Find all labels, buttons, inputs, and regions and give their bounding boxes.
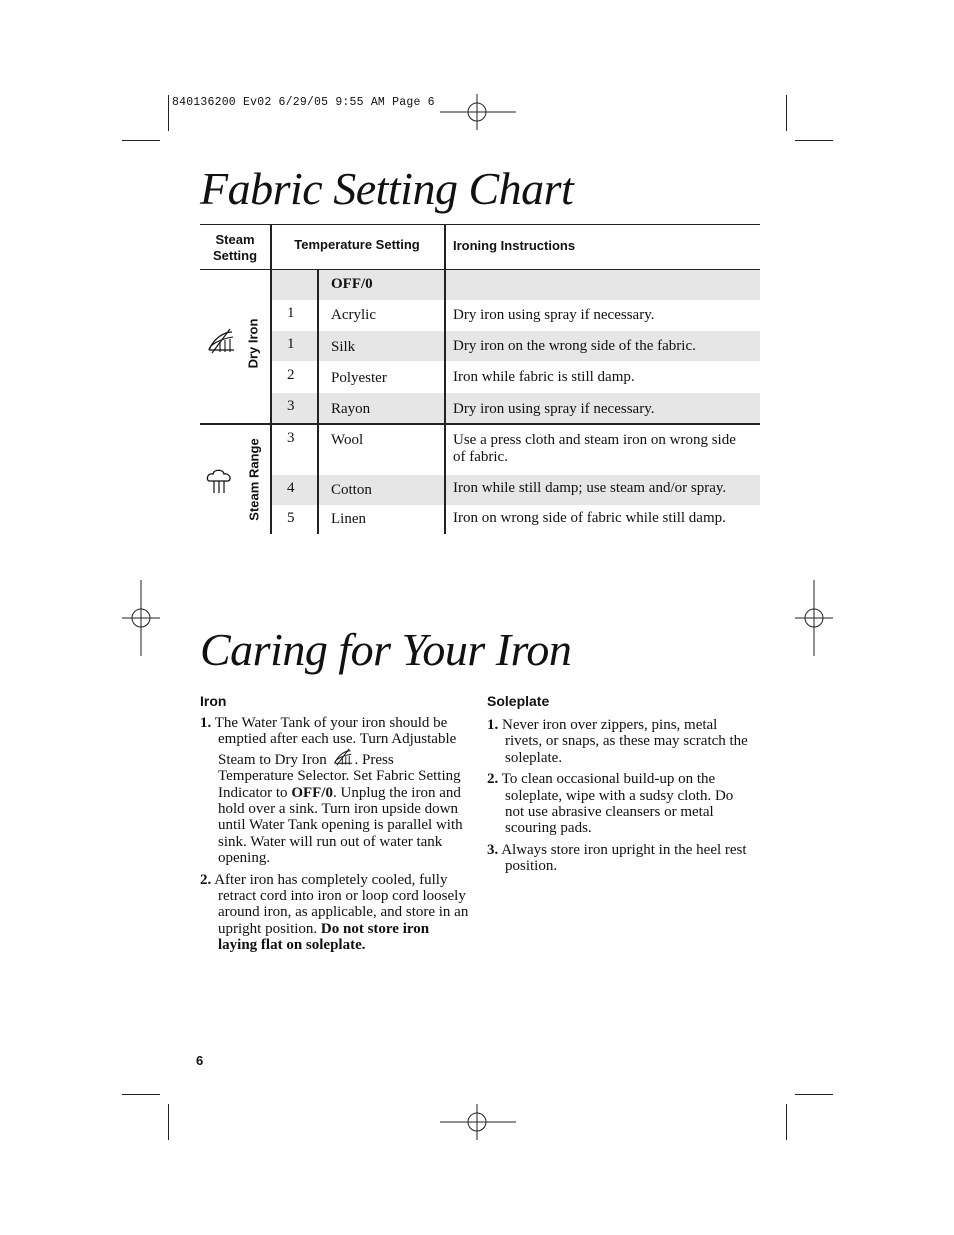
crop-mark (122, 140, 160, 141)
list-item (487, 771, 753, 837)
crop-mark (122, 1094, 160, 1095)
table-vrule-3 (444, 224, 446, 534)
step-text: . Unplug the iron and hold over a sink. Turn iron upside down until Water Tank opening is parallel with sink. Water will run out of water tank opening. (218, 784, 463, 867)
soleplate-heading: Soleplate (487, 693, 550, 709)
registration-mark (440, 94, 516, 130)
iron-steps (200, 715, 472, 959)
soleplate-steps (487, 717, 753, 880)
row-number: 1 (287, 336, 295, 352)
ironing-instruction: Use a press cloth and steam iron on wrong side of fabric. (453, 432, 736, 465)
crop-mark (168, 95, 169, 131)
step-warning: Do not store iron laying flat on soleplate. (218, 920, 430, 954)
dry-iron-icon (206, 328, 236, 354)
row-number: 3 (287, 430, 295, 446)
ironing-instruction: Dry iron using spray if necessary. (453, 401, 655, 417)
crop-mark (795, 140, 833, 141)
slug-line: 840136200 Ev02 6/29/05 9:55 AM Page 6 (172, 96, 435, 109)
crop-mark (786, 1104, 787, 1140)
list-item (487, 717, 753, 766)
step-text: After iron has completely cooled, fully retract cord into iron or loop cord loosely around iron, as applicable, and store in an upright position. (214, 871, 469, 937)
step-bold: OFF/0 (291, 784, 333, 801)
table-group-rule (200, 423, 760, 425)
steam-range-label: Steam Range (246, 438, 262, 521)
step-text: To clean occasional build-up on the soleplate, wipe with a sudsy cloth. Do not use abrasive cleansers or metal scouring pads. (501, 771, 734, 837)
fabric-name: Wool (331, 432, 364, 448)
row-number: 4 (287, 480, 295, 496)
step-text: Always store iron upright in the heel rest position. (501, 841, 747, 875)
list-item (200, 872, 472, 954)
page-number: 6 (196, 1053, 204, 1068)
dry-iron-icon (332, 748, 354, 766)
list-item (487, 842, 753, 875)
ironing-instruction: Dry iron using spray if necessary. (453, 307, 655, 323)
fabric-name: Cotton (331, 482, 372, 498)
header-steam-setting: Steam Setting (212, 232, 258, 263)
row-number: 5 (287, 510, 295, 526)
fabric-name: Rayon (331, 401, 371, 417)
ironing-instruction: Dry iron on the wrong side of the fabric. (453, 338, 696, 354)
ironing-instruction: Iron on wrong side of fabric while still damp. (453, 510, 726, 526)
fabric-name: Silk (331, 339, 356, 355)
crop-mark (795, 1094, 833, 1095)
crop-mark (168, 1104, 169, 1140)
fabric-name: Polyester (331, 370, 387, 386)
step-number: 3. (487, 841, 499, 858)
step-text: Never iron over zippers, pins, metal rivets, or snaps, as these may scratch the soleplate. (502, 717, 748, 766)
header-temperature-setting: Temperature Setting (294, 237, 420, 252)
registration-mark (795, 580, 833, 656)
registration-mark (122, 580, 160, 656)
table-top-rule (200, 224, 760, 225)
chart-title: Fabric Setting Chart (200, 163, 574, 214)
fabric-name: Acrylic (331, 307, 376, 323)
step-number: 2. (487, 771, 499, 788)
step-number: 1. (487, 717, 499, 733)
dry-iron-label: Dry Iron (245, 318, 261, 369)
fabric-name: Linen (331, 511, 366, 527)
fabric-name: OFF/0 (331, 276, 373, 292)
step-text: The Water Tank of your iron should be emptied after each use. Turn Adjustable Steam to Dry Iron (214, 715, 457, 768)
table-vrule-2 (317, 270, 319, 534)
row-number: 3 (287, 398, 295, 414)
ironing-instruction: Iron while still damp; use steam and/or spray. (453, 480, 727, 496)
row-number: 2 (287, 367, 295, 383)
list-item (200, 715, 472, 867)
registration-mark (440, 1104, 516, 1140)
iron-heading: Iron (200, 693, 227, 709)
crop-mark (786, 95, 787, 131)
header-ironing-instructions: Ironing Instructions (453, 238, 576, 253)
step-number: 1. (200, 715, 212, 731)
ironing-instruction: Iron while fabric is still damp. (453, 369, 635, 385)
step-number: 2. (200, 871, 212, 888)
row-number: 1 (287, 305, 295, 321)
caring-title: Caring for Your Iron (200, 624, 572, 675)
step-text: . Press Temperature Selector. Set Fabric Setting Indicator to (218, 751, 461, 801)
steam-icon (205, 467, 233, 495)
